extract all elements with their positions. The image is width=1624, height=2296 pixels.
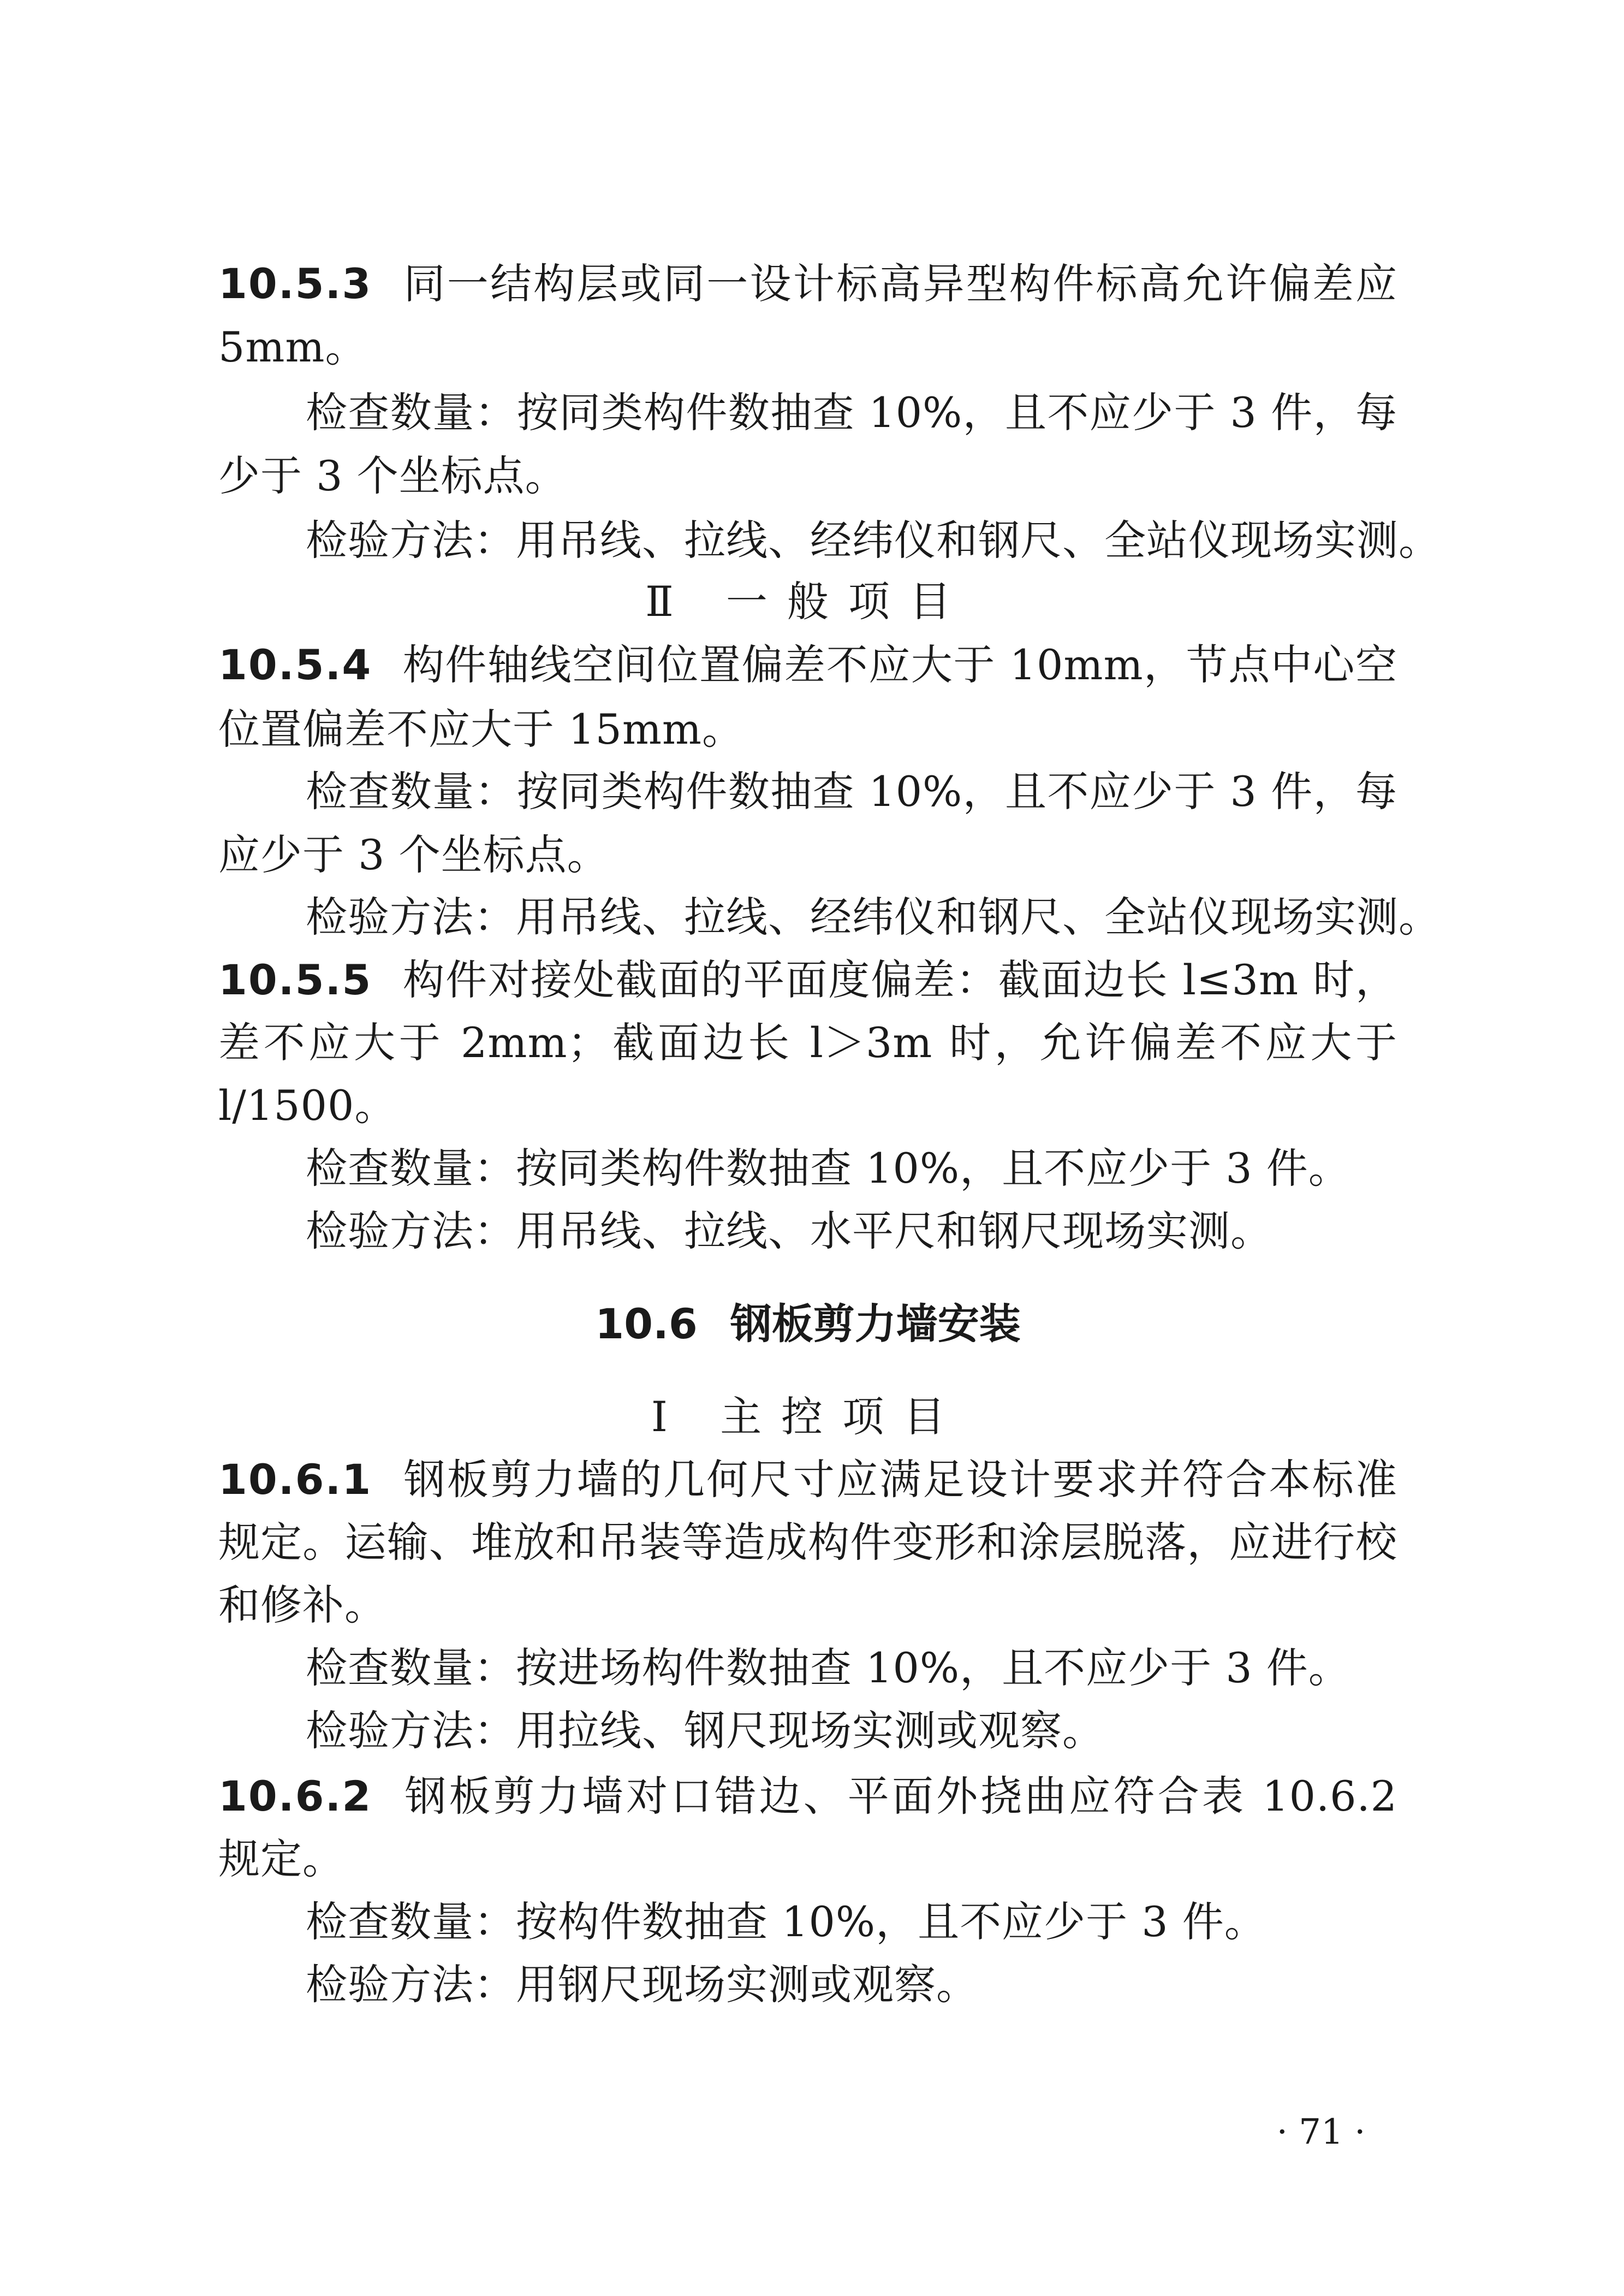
inspection-method: 检验方法：用吊线、拉线、经纬仪和钢尺、全站仪现场实测。 [306, 516, 1441, 565]
inspection-quantity: 检查数量：按同类构件数抽查 10%，且不应少于 3 件，每 [306, 388, 1397, 437]
clause-text: 同一结构层或同一设计标高异型构件标高允许偏差应 [402, 259, 1397, 308]
subsection-heading-main: Ⅰ 主控项目 [651, 1392, 965, 1441]
clause-10-5-5 [218, 953, 1397, 1007]
clause-10-5-4 [218, 638, 1397, 692]
inspection-quantity: 检查数量：按构件数抽查 10%，且不应少于 3 件。 [306, 1897, 1266, 1946]
section-title-text: 钢板剪力墙安装 [730, 1300, 1021, 1348]
clause-text-continued: 规定。 [218, 1835, 344, 1883]
inspection-quantity-continued: 应少于 3 个坐标点。 [218, 830, 609, 879]
clause-10-6-2 [218, 1769, 1397, 1824]
clause-10-5-3 [218, 257, 1397, 311]
page-number: · 71 · [1276, 2112, 1366, 2152]
section-number: 10.6 [595, 1300, 698, 1348]
clause-text: 钢板剪力墙的几何尺寸应满足设计要求并符合本标准 [402, 1455, 1397, 1504]
clause-text-continued: 差不应大于 2mm；截面边长 l＞3m 时，允许偏差不应大于 [218, 1018, 1397, 1067]
section-title [218, 1297, 1397, 1351]
clause-text-continued: l/1500。 [218, 1081, 397, 1130]
clause-text-continued: 5mm。 [218, 323, 367, 371]
inspection-quantity: 检查数量：按同类构件数抽查 10%，且不应少于 3 件。 [306, 1144, 1351, 1193]
inspection-quantity: 检查数量：按进场构件数抽查 10%，且不应少于 3 件。 [306, 1644, 1351, 1692]
inspection-quantity: 检查数量：按同类构件数抽查 10%，且不应少于 3 件，每 [306, 767, 1397, 816]
inspection-method: 检验方法：用拉线、钢尺现场实测或观察。 [306, 1706, 1104, 1755]
clause-number: 10.5.4 [218, 640, 372, 689]
inspection-method: 检验方法：用吊线、拉线、水平尺和钢尺现场实测。 [306, 1207, 1272, 1255]
clause-text: 构件轴线空间位置偏差不应大于 10mm，节点中心空 [402, 640, 1397, 689]
clause-text-continued: 位置偏差不应大于 15mm。 [218, 705, 744, 754]
clause-number: 10.5.3 [218, 259, 372, 308]
clause-10-6-1 [218, 1452, 1397, 1507]
clause-number: 10.6.2 [218, 1772, 372, 1820]
clause-text: 构件对接处截面的平面度偏差：截面边长 l≤3m 时， [402, 956, 1397, 1004]
subsection-heading-general: Ⅱ 一般项目 [645, 577, 971, 626]
clause-number: 10.5.5 [218, 956, 372, 1004]
inspection-method: 检验方法：用吊线、拉线、经纬仪和钢尺、全站仪现场实测。 [306, 893, 1441, 941]
inspection-quantity-continued: 少于 3 个坐标点。 [218, 452, 567, 500]
clause-number: 10.6.1 [218, 1455, 372, 1504]
clause-text: 钢板剪力墙对口错边、平面外挠曲应符合表 10.6.2 [402, 1772, 1397, 1820]
clause-text-continued: 规定。运输、堆放和吊装等造成构件变形和涂层脱落，应进行校 [218, 1518, 1397, 1567]
inspection-method: 检验方法：用钢尺现场实测或观察。 [306, 1960, 978, 2009]
clause-text-continued: 和修补。 [218, 1581, 386, 1629]
